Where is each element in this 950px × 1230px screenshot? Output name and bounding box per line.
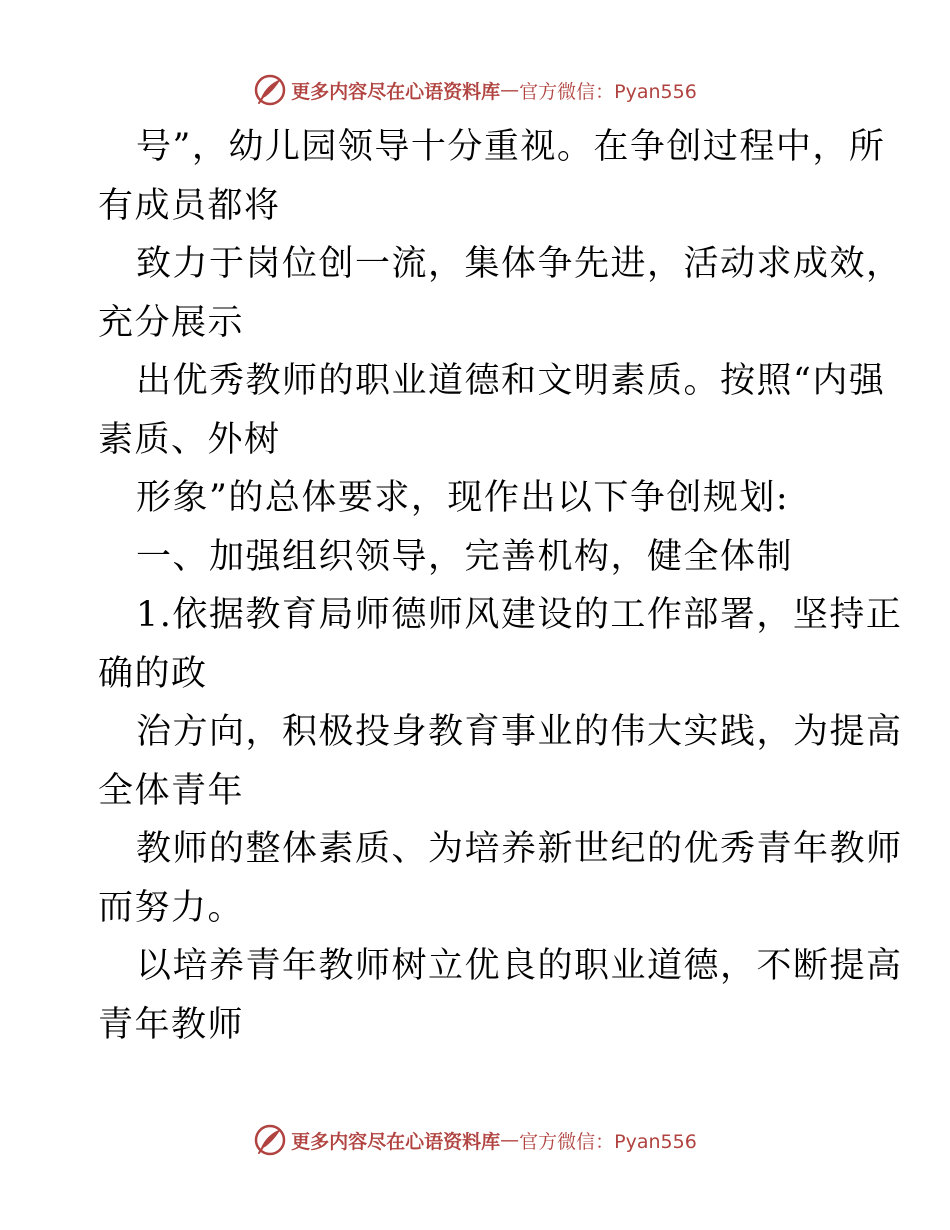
text-line: 全体青年 <box>98 770 245 811</box>
text-line: 治方向，积极投身教育事业的伟大实践，为提高 <box>136 712 903 752</box>
watermark-header <box>0 70 950 110</box>
text-line: 有成员都将 <box>98 185 281 226</box>
text-line: 形象”的总体要求，现作出以下争创规划: <box>136 478 790 518</box>
text-line: 出优秀教师的职业道德和文明素质。按照“内强 <box>136 361 886 401</box>
watermark-main-text: 更多内容尽在心语资料库 <box>291 1130 501 1153</box>
watermark-main-text: 更多内容尽在心语资料库 <box>291 80 501 103</box>
text-line: 一、加强组织领导，完善机构，健全体制 <box>136 536 794 577</box>
watermark-sub-text: 官方微信：Pyan556 <box>519 1130 697 1153</box>
feather-pen-logo-icon <box>253 1123 287 1157</box>
watermark-footer <box>0 1120 950 1160</box>
text-line: 致力于岗位创一流，集体争先进，活动求成效， <box>136 244 903 284</box>
text-line: 以培养青年教师树立优良的职业道德，不断提高 <box>136 946 903 986</box>
feather-pen-logo-icon <box>253 73 287 107</box>
text-line: 青年教师 <box>98 1004 245 1045</box>
text-line: 充分展示 <box>98 302 245 343</box>
text-line: 教师的整体素质、为培养新世纪的优秀青年教师 <box>136 829 903 869</box>
watermark-dash: — <box>500 1129 520 1151</box>
text-line: 素质、外树 <box>98 419 281 460</box>
watermark-sub-text: 官方微信：Pyan556 <box>519 80 697 103</box>
text-line: 1.依据教育局师德师风建设的工作部署，坚持正 <box>136 595 903 635</box>
text-line: 而努力。 <box>98 887 245 928</box>
watermark-dash: — <box>500 79 520 101</box>
text-line: 确的政 <box>98 653 208 694</box>
text-line: 号”，幼儿园领导十分重视。在争创过程中，所 <box>136 127 886 167</box>
document-body <box>98 118 903 1054</box>
